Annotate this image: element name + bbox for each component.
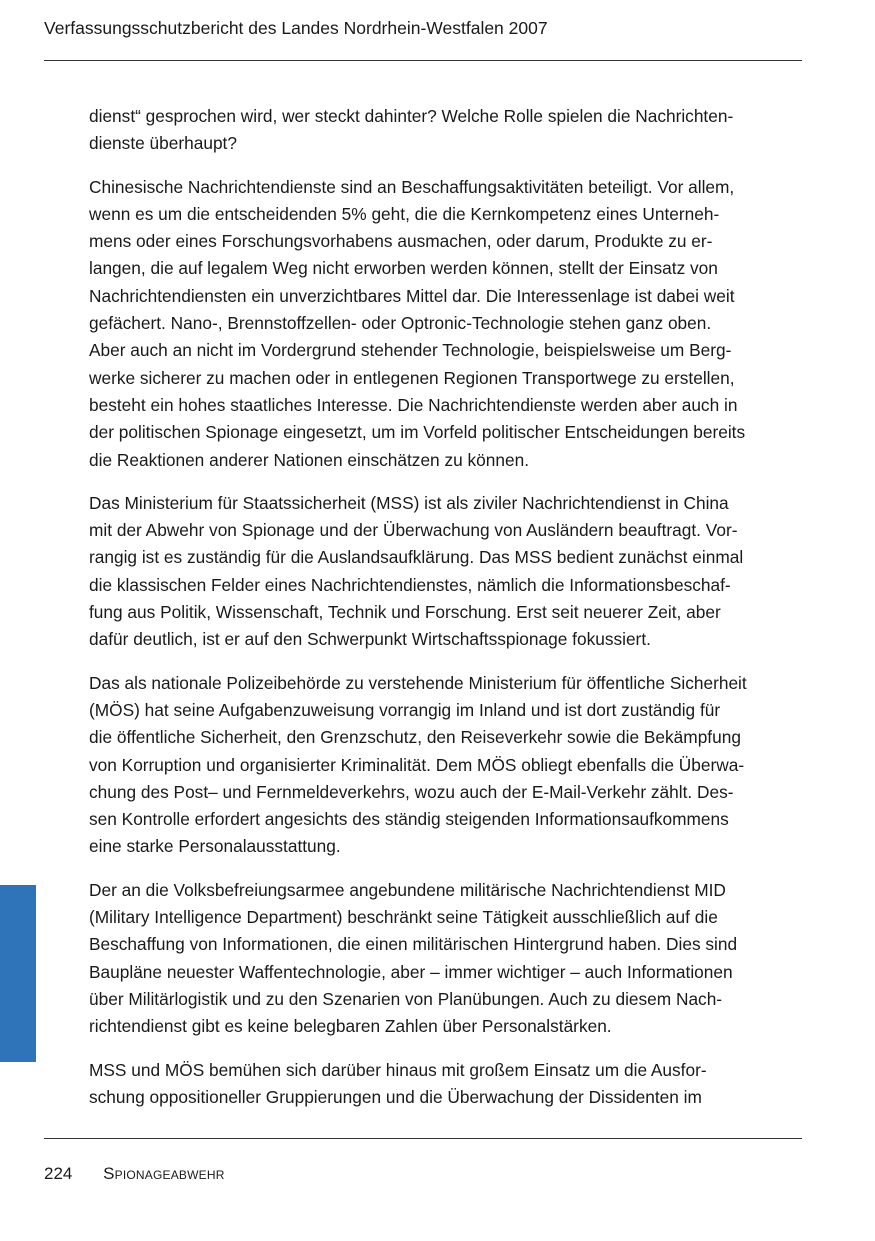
text-line: von Korruption und organisierter Kriminalität. Dem MÖS obliegt ebenfalls die Überwa- xyxy=(89,754,745,775)
page-footer xyxy=(44,1163,225,1185)
text-line: schung oppositioneller Gruppierungen und die Überwachung der Dissidenten im xyxy=(89,1086,702,1107)
page-number: 224 xyxy=(44,1164,73,1183)
paragraph-6 xyxy=(89,1057,805,1112)
text-line: der politischen Spionage eingesetzt, um im Vorfeld politischer Entscheidungen bereits xyxy=(89,422,746,443)
header-divider xyxy=(44,60,802,61)
text-line: chung des Post– und Fernmeldeverkehrs, wozu auch der E-Mail-Verkehr zählt. Des- xyxy=(89,781,734,802)
text-line: Chinesische Nachrichtendienste sind an Beschaffungsaktivitäten beteiligt. Vor allem, xyxy=(89,176,735,197)
text-line: dienst“ gesprochen wird, wer steckt dahinter? Welche Rolle spielen die Nachrichten- xyxy=(89,106,734,126)
paragraph-5 xyxy=(89,877,805,1041)
text-line: gefächert. Nano-, Brennstoffzellen- oder Optronic-Technologie stehen ganz oben. xyxy=(89,313,712,334)
text-line: die Reaktionen anderer Nationen einschätzen zu können. xyxy=(89,449,530,470)
text-line: die klassischen Felder eines Nachrichtendienstes, nämlich die Informationsbeschaf- xyxy=(89,574,731,595)
text-line: dafür deutlich, ist er auf den Schwerpunkt Wirtschaftsspionage fokussiert. xyxy=(89,629,651,650)
footer-divider xyxy=(44,1138,802,1139)
text-line: wenn es um die entscheidenden 5% geht, die die Kernkompetenz eines Unterneh- xyxy=(89,203,720,224)
body-text xyxy=(89,103,805,1127)
paragraph-3 xyxy=(89,490,805,654)
text-line: werke sicherer zu machen oder in entlegenen Regionen Transportwege zu erstellen, xyxy=(89,367,735,388)
text-line: besteht ein hohes staatliches Interesse. Die Nachrichtendienste werden aber auch in xyxy=(89,394,738,415)
text-line: eine starke Personalausstattung. xyxy=(89,836,341,857)
paragraph-4 xyxy=(89,670,805,861)
text-line: Das Ministerium für Staatssicherheit (MSS) ist als ziviler Nachrichtendienst in China xyxy=(89,492,729,513)
text-line: (Military Intelligence Department) beschränkt seine Tätigkeit ausschließlich auf die xyxy=(89,907,718,928)
text-line: fung aus Politik, Wissenschaft, Technik und Forschung. Erst seit neuerer Zeit, aber xyxy=(89,602,721,623)
text-line: Nachrichtendiensten ein unverzichtbares Mittel dar. Die Interessenlage ist dabei weit xyxy=(89,285,735,306)
text-line: Aber auch an nicht im Vordergrund stehender Technologie, beispielsweise um Berg- xyxy=(89,340,732,361)
section-name: Spionageabwehr xyxy=(103,1164,225,1183)
text-line: richtendienst gibt es keine belegbaren Zahlen über Personalstärken. xyxy=(89,1016,612,1037)
text-line: langen, die auf legalem Weg nicht erworben werden können, stellt der Einsatz von xyxy=(89,258,718,279)
text-line: sen Kontrolle erfordert angesichts des ständig steigenden Informationsaufkommens xyxy=(89,809,729,830)
paragraph-1 xyxy=(89,103,805,158)
running-header-title: Verfassungsschutzbericht des Landes Nordrhein-Westfalen 2007 xyxy=(44,18,548,38)
text-line: über Militärlogistik und zu den Szenarien von Planübungen. Auch zu diesem Nach- xyxy=(89,988,723,1009)
text-line: Baupläne neuester Waffentechnologie, aber – immer wichtiger – auch Informationen xyxy=(89,961,733,982)
chapter-marker-tab xyxy=(0,885,36,1062)
paragraph-2 xyxy=(89,174,805,474)
text-line: Der an die Volksbefreiungsarmee angebundene militärische Nachrichtendienst MID xyxy=(89,879,726,900)
text-line: mens oder eines Forschungsvorhabens ausmachen, oder darum, Produkte zu er- xyxy=(89,231,713,252)
text-line: Das als nationale Polizeibehörde zu verstehende Ministerium für öffentliche Sicherheit xyxy=(89,672,747,693)
text-line: rangig ist es zuständig für die Auslandsaufklärung. Das MSS bedient zunächst einmal xyxy=(89,547,744,568)
text-line: MSS und MÖS bemühen sich darüber hinaus mit großem Einsatz um die Ausfor- xyxy=(89,1059,707,1080)
text-line: dienste überhaupt? xyxy=(89,133,237,154)
text-line: (MÖS) hat seine Aufgabenzuweisung vorrangig im Inland und ist dort zuständig für xyxy=(89,699,721,720)
text-line: mit der Abwehr von Spionage und der Überwachung von Ausländern beauftragt. Vor- xyxy=(89,520,738,541)
text-line: die öffentliche Sicherheit, den Grenzschutz, den Reiseverkehr sowie die Bekämpfung xyxy=(89,727,741,748)
text-line: Beschaffung von Informationen, die einen militärischen Hintergrund haben. Dies sind xyxy=(89,934,738,955)
